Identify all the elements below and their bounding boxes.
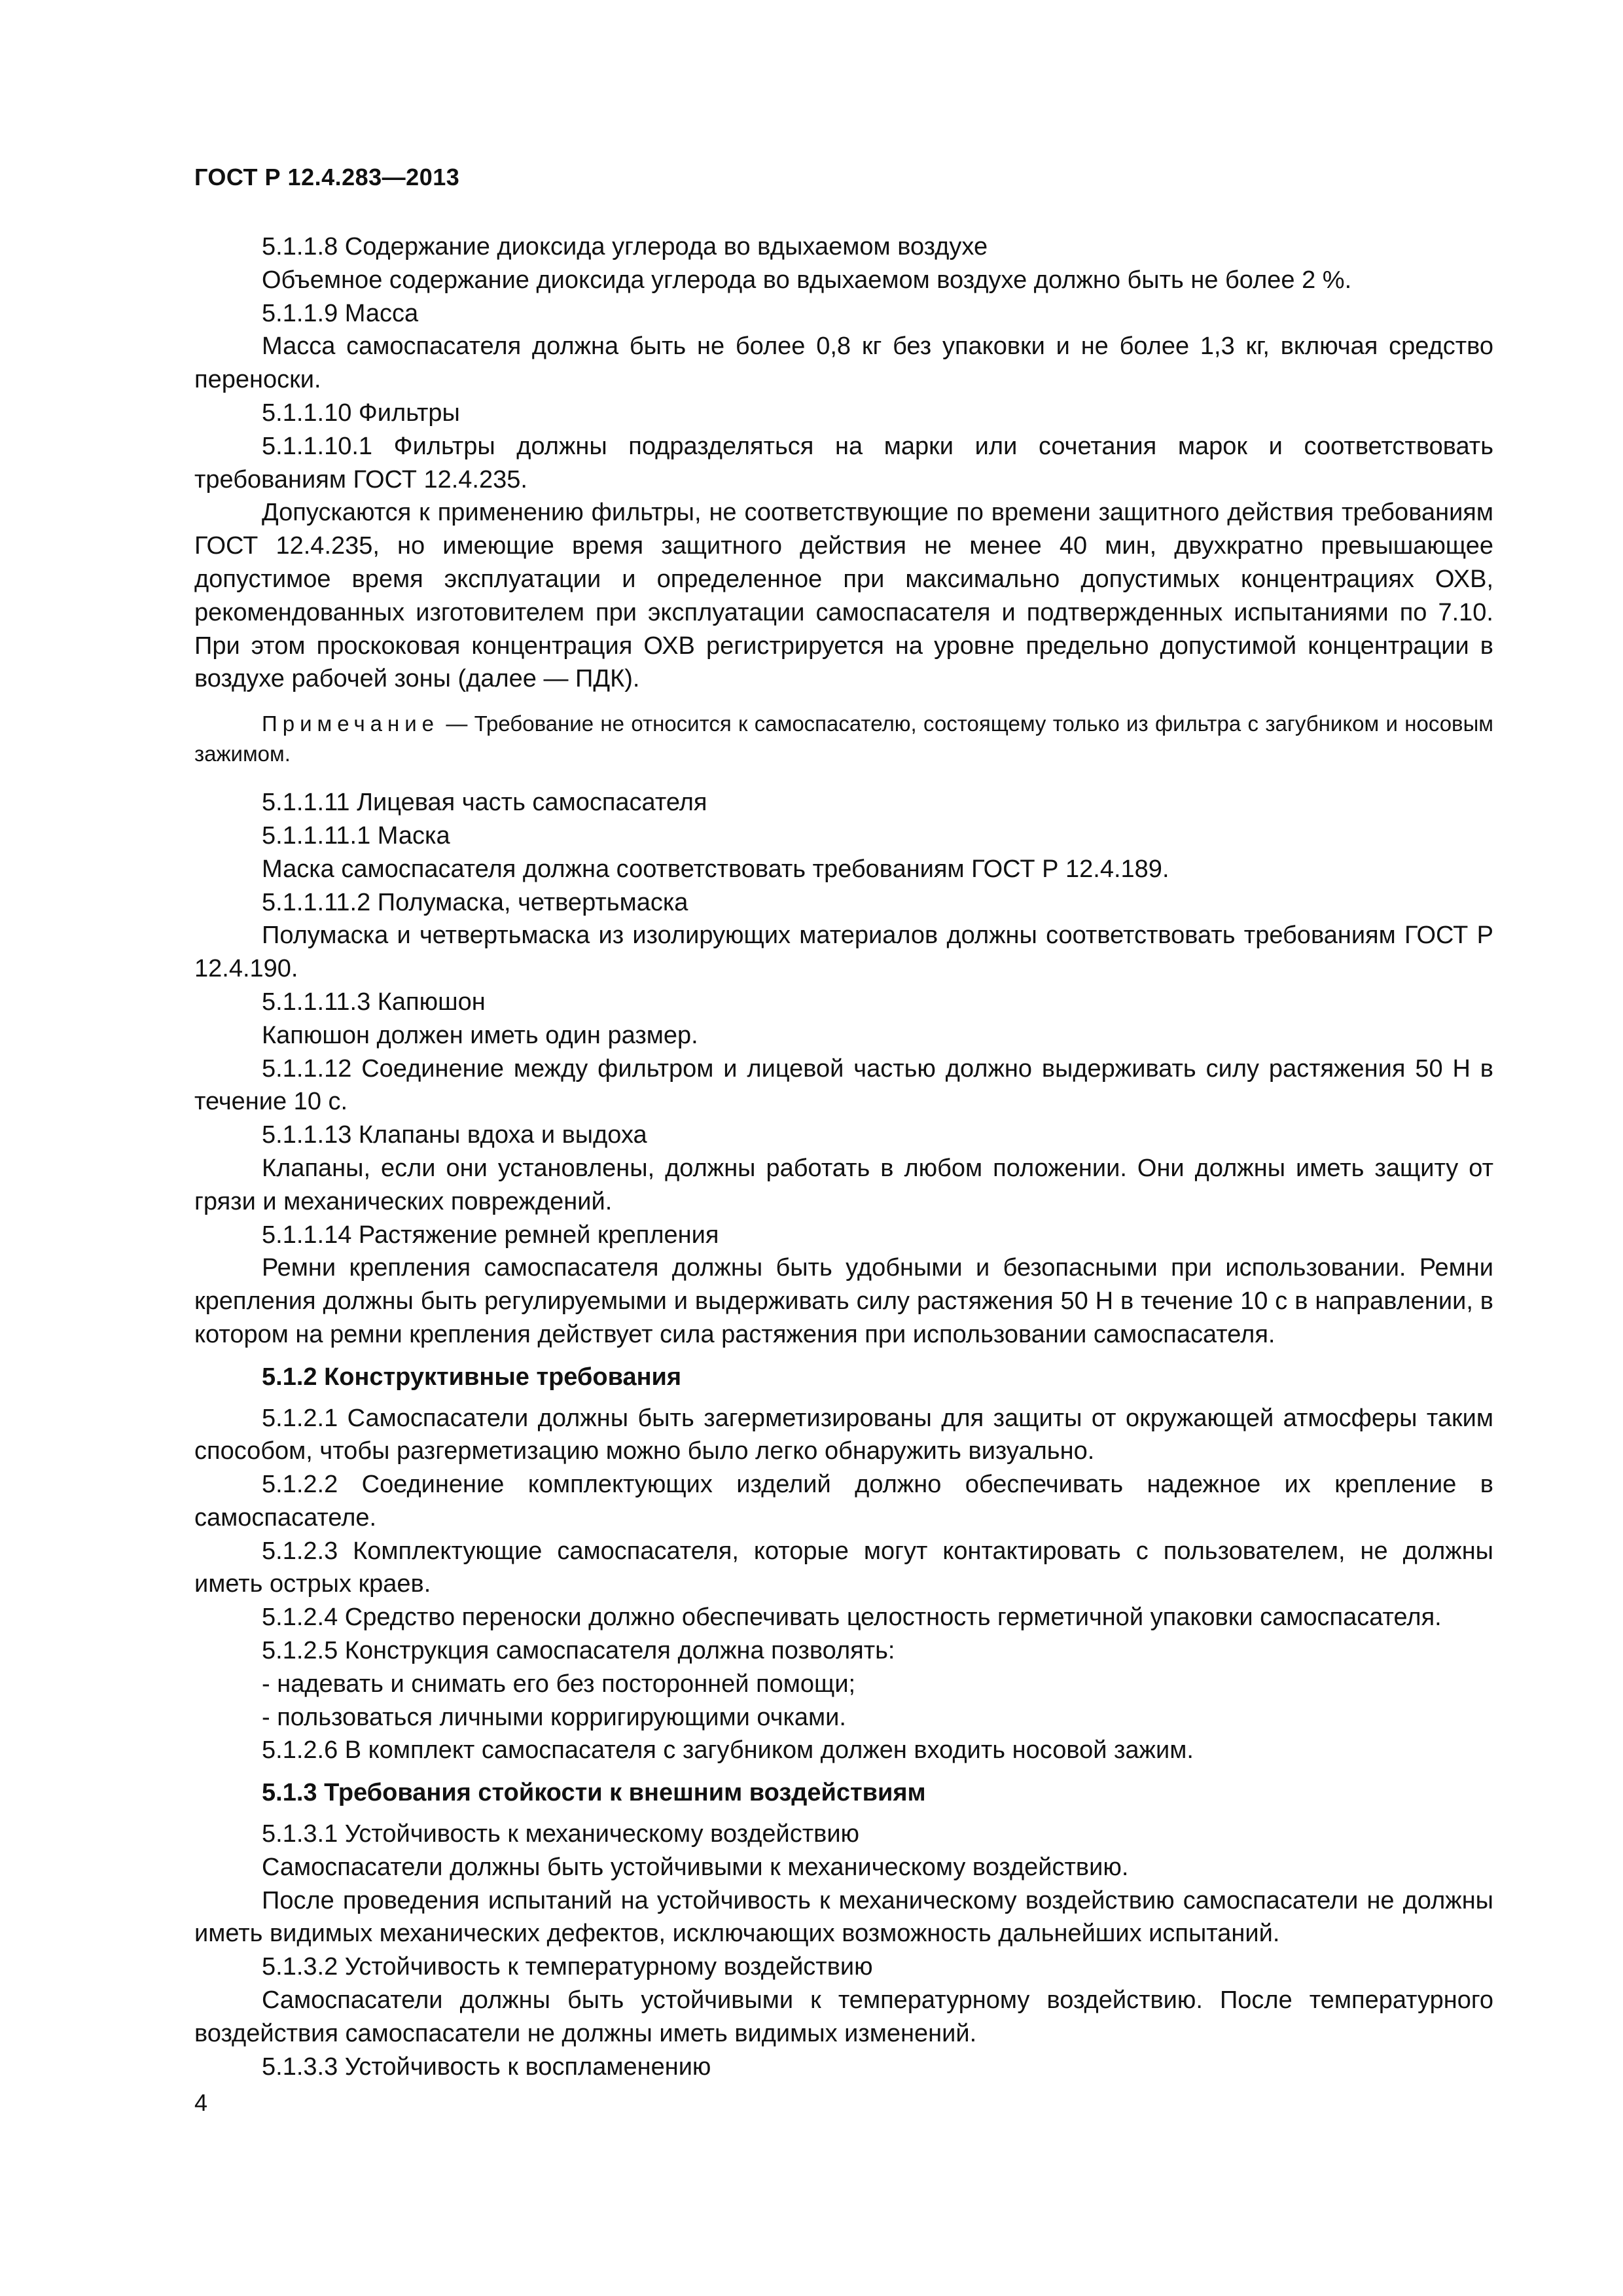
paragraph: 5.1.1.12 Соединение между фильтром и лицевой частью должно выдерживать силу растяжения 50 Н в течение 10 с. [194, 1054, 1493, 1116]
paragraph: После проведения испытаний на устойчивость к механическому воздействию самоспасатели не должны иметь видимых механических дефектов, исключающих возможность дальнейших испытаний. [194, 1886, 1493, 1948]
paragraph: Объемное содержание диоксида углерода во вдыхаемом воздухе должно быть не более 2 %. [262, 266, 1352, 294]
section-heading-5-1-3-1: 5.1.3.1 Устойчивость к механическому воздействию [262, 1820, 860, 1848]
section-heading-5-1-3: 5.1.3 Требования стойкости к внешним воздействиям [262, 1779, 926, 1807]
note-label: Примечание [262, 711, 440, 736]
section-heading-5-1-1-11: 5.1.1.11 Лицевая часть самоспасателя [262, 789, 707, 817]
section-heading-5-1-1-13: 5.1.1.13 Клапаны вдоха и выдоха [262, 1121, 647, 1149]
section-heading-5-1-1-8: 5.1.1.8 Содержание диоксида углерода во вдыхаемом воздухе [262, 233, 988, 260]
paragraph: 5.1.2.3 Комплектующие самоспасателя, которые могут контактировать с пользователем, не должны иметь острых краев. [194, 1537, 1493, 1598]
paragraph: Самоспасатели должны быть устойчивыми к температурному воздействию. После температурного воздействия самоспасатели не должны иметь видимых изменений. [194, 1986, 1493, 2047]
paragraph: 5.1.2.1 Самоспасатели должны быть загерметизированы для защиты от окружающей атмосферы таким способом, чтобы разгерметизацию можно было легко обнаружить визуально. [194, 1404, 1493, 1465]
paragraph: Ремни крепления самоспасателя должны быть удобными и безопасными при использовании. Ремни крепления должны быть регулируемыми и выдерживать силу растяжения 50 Н в течение 10 с в направлении, в котором на ремни крепления действует сила растяжения при использовании самоспасателя. [194, 1254, 1493, 1348]
paragraph: 5.1.2.6 В комплект самоспасателя с загубником должен входить носовой зажим. [262, 1736, 1194, 1765]
paragraph: 5.1.2.5 Конструкция самоспасателя должна позволять: [262, 1637, 895, 1665]
document-body [194, 230, 1493, 2083]
paragraph: Капюшон должен иметь один размер. [262, 1021, 698, 1049]
paragraph: Масса самоспасателя должна быть не более 0,8 кг без упаковки и не более 1,3 кг, включая средство переноски. [194, 332, 1493, 394]
section-heading-5-1-3-3: 5.1.3.3 Устойчивость к воспламенению [262, 2053, 711, 2081]
section-heading-5-1-1-11-2: 5.1.1.11.2 Полумаска, четвертьмаска [262, 888, 688, 916]
paragraph: Самоспасатели должны быть устойчивыми к механическому воздействию. [262, 1853, 1129, 1881]
section-heading-5-1-3-2: 5.1.3.2 Устойчивость к температурному воздействию [262, 1953, 873, 1981]
paragraph: Клапаны, если они установлены, должны работать в любом положении. Они должны иметь защиту от грязи и механических повреждений. [194, 1154, 1493, 1215]
paragraph: 5.1.1.10.1 Фильтры должны подразделяться на марки или сочетания марок и соответствовать требованиям ГОСТ 12.4.235. [194, 432, 1493, 493]
section-heading-5-1-1-11-1: 5.1.1.11.1 Маска [262, 821, 450, 850]
list-item: - пользоваться личными корригирующими очками. [262, 1703, 846, 1731]
page-number: 4 [194, 2089, 208, 2116]
section-heading-5-1-1-11-3: 5.1.1.11.3 Капюшон [262, 988, 486, 1016]
section-heading-5-1-2: 5.1.2 Конструктивные требования [262, 1363, 682, 1391]
paragraph: Маска самоспасателя должна соответствовать требованиям ГОСТ Р 12.4.189. [262, 855, 1169, 883]
note-text: — Требование не относится к самоспасателю, состоящему только из фильтра с загубником и носовым зажимом. [194, 711, 1493, 766]
list-item: - надевать и снимать его без посторонней помощи; [262, 1670, 856, 1698]
section-heading-5-1-1-9: 5.1.1.9 Масса [262, 299, 419, 327]
section-heading-5-1-1-10: 5.1.1.10 Фильтры [262, 399, 460, 427]
document-header: ГОСТ Р 12.4.283—2013 [194, 164, 460, 190]
paragraph: Допускаются к применению фильтры, не соответствующие по времени защитного действия требованиям ГОСТ 12.4.235, но имеющие время защитного действия не менее 40 мин, двухкратно превышающее допустимое время эксплуатации и определенное при максимально допустимых концентрациях ОХВ, рекомендованных изготовителем при эксплуатации самоспасателя и подтвержденных испытаниями по 7.10. При этом проскоковая концентрация ОХВ регистрируется на уровне предельно допустимой концентрации в воздухе рабочей зоны (далее — ПДК). [194, 499, 1493, 693]
section-heading-5-1-1-14: 5.1.1.14 Растяжение ремней крепления [262, 1221, 719, 1249]
paragraph: Полумаска и четвертьмаска из изолирующих материалов должны соответствовать требованиям ГОСТ Р 12.4.190. [194, 922, 1493, 983]
paragraph: 5.1.2.2 Соединение комплектующих изделий должно обеспечивать надежное их крепление в самоспасателе. [194, 1471, 1493, 1532]
paragraph: 5.1.2.4 Средство переноски должно обеспечивать целостность герметичной упаковки самоспасателя. [262, 1604, 1442, 1632]
note [194, 709, 1493, 769]
